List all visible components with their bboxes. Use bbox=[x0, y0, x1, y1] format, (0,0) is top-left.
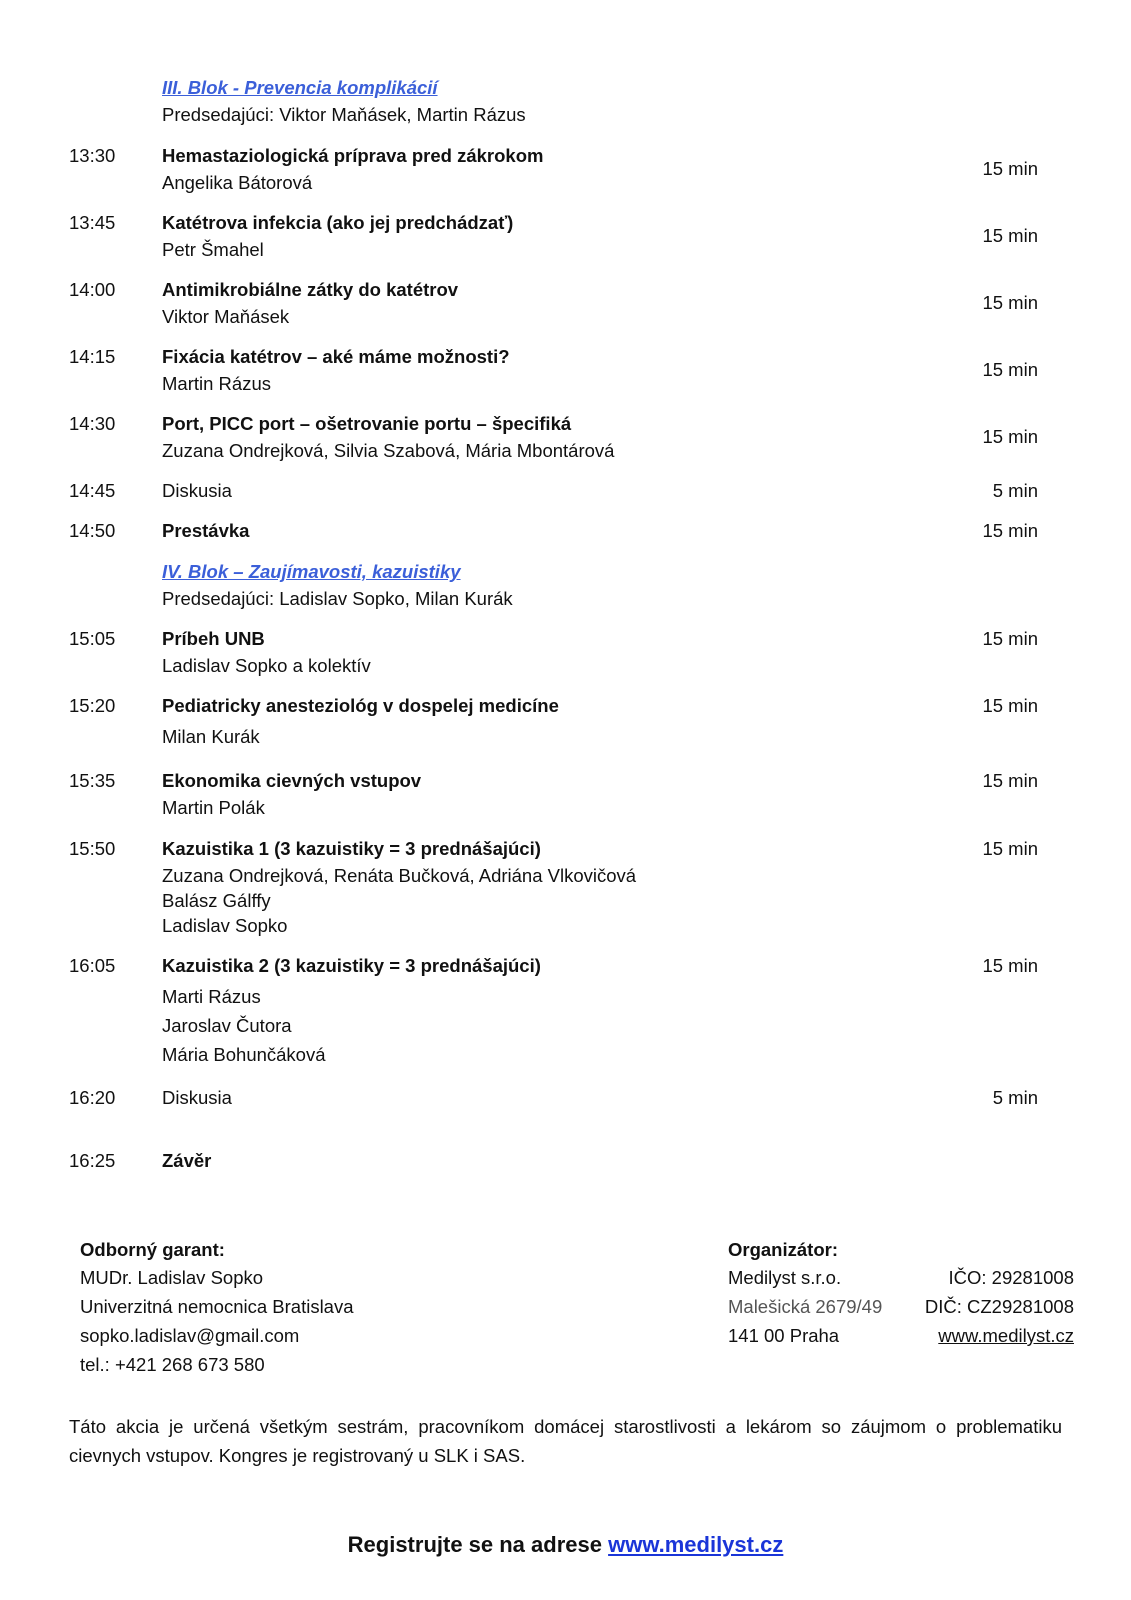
session-title: Fixácia katétrov – aké máme možnosti? bbox=[162, 346, 510, 367]
session-title: Príbeh UNB bbox=[162, 628, 265, 649]
block3-title: III. Blok - Prevencia komplikácií bbox=[162, 77, 438, 98]
session-time: 16:20 bbox=[69, 1087, 116, 1108]
session-time: 15:50 bbox=[69, 838, 116, 859]
organizer-heading: Organizátor: bbox=[728, 1239, 838, 1260]
session-duration: 5 min bbox=[992, 1087, 1038, 1108]
session-duration: 15 min bbox=[982, 628, 1038, 649]
session-duration: 15 min bbox=[982, 955, 1038, 976]
session-speaker: Marti Rázus bbox=[162, 986, 261, 1007]
garant-phone: tel.: +421 268 673 580 bbox=[80, 1354, 265, 1375]
session-duration: 15 min bbox=[982, 520, 1038, 541]
session-speaker: Martin Polák bbox=[162, 797, 265, 818]
block4-chairs: Predsedajúci: Ladislav Sopko, Milan Kurák bbox=[162, 588, 513, 609]
block4-title: IV. Blok – Zaujímavosti, kazuistiky bbox=[162, 561, 461, 582]
session-duration: 5 min bbox=[992, 480, 1038, 501]
session-title: Hemastaziologická príprava pred zákrokom bbox=[162, 145, 544, 166]
session-title: Kazuistika 1 (3 kazuistiky = 3 prednášajúci) bbox=[162, 838, 541, 859]
session-time: 13:45 bbox=[69, 212, 116, 233]
session-duration: 15 min bbox=[982, 359, 1038, 380]
session-speaker: Jaroslav Čutora bbox=[162, 1015, 292, 1036]
session-duration: 15 min bbox=[982, 695, 1038, 716]
session-duration: 15 min bbox=[982, 426, 1038, 447]
session-time: 15:35 bbox=[69, 770, 116, 791]
session-speaker: Zuzana Ondrejková, Renáta Bučková, Adriána Vlkovičová bbox=[162, 865, 637, 886]
session-time: 14:30 bbox=[69, 413, 116, 434]
garant-name: MUDr. Ladislav Sopko bbox=[80, 1267, 264, 1288]
garant-heading: Odborný garant: bbox=[80, 1239, 225, 1260]
session-time: 15:20 bbox=[69, 695, 116, 716]
session-title: Kazuistika 2 (3 kazuistiky = 3 prednášajúci) bbox=[162, 955, 541, 976]
session-speaker: Zuzana Ondrejková, Silvia Szabová, Mária Mbontárová bbox=[162, 440, 615, 461]
event-note: Táto akcia je určená všetkým sestrám, pracovníkom domácej starostlivosti a lekárom so záujmom o problematiku cievnych vstupov. Kongres je registrovaný u SLK i SAS. bbox=[69, 1416, 1062, 1466]
session-duration: 15 min bbox=[982, 158, 1038, 179]
session-title: Závěr bbox=[162, 1150, 212, 1171]
session-duration: 15 min bbox=[982, 770, 1038, 791]
session-speaker: Viktor Maňásek bbox=[162, 306, 290, 327]
session-duration: 15 min bbox=[982, 225, 1038, 246]
session-time: 16:25 bbox=[69, 1150, 116, 1171]
session-title: Diskusia bbox=[162, 480, 232, 501]
session-speaker: Ladislav Sopko a kolektív bbox=[162, 655, 371, 676]
register-line bbox=[0, 1532, 1131, 1558]
session-speaker: Martin Rázus bbox=[162, 373, 271, 394]
session-time: 15:05 bbox=[69, 628, 116, 649]
session-title: Katétrova infekcia (ako jej predchádzať) bbox=[162, 212, 514, 233]
session-time: 14:50 bbox=[69, 520, 116, 541]
session-title: Diskusia bbox=[162, 1087, 232, 1108]
organizer-city: 141 00 Praha bbox=[728, 1325, 840, 1346]
organizer-company: Medilyst s.r.o. bbox=[728, 1267, 842, 1288]
register-link[interactable]: www.medilyst.cz bbox=[608, 1532, 784, 1557]
session-title: Prestávka bbox=[162, 520, 250, 541]
session-speaker: Mária Bohunčáková bbox=[162, 1044, 326, 1065]
session-speaker: Petr Šmahel bbox=[162, 239, 264, 260]
organizer-street: Malešická 2679/49 bbox=[728, 1296, 883, 1317]
organizer-dic: DIČ: CZ29281008 bbox=[924, 1296, 1074, 1317]
session-time: 14:00 bbox=[69, 279, 116, 300]
session-title: Pediatricky anesteziológ v dospelej medicíne bbox=[162, 695, 559, 716]
session-speaker: Angelika Bátorová bbox=[162, 172, 313, 193]
session-duration: 15 min bbox=[982, 292, 1038, 313]
register-text: Registrujte se na adrese bbox=[347, 1532, 609, 1557]
organizer-web-link[interactable]: www.medilyst.cz bbox=[938, 1325, 1074, 1346]
garant-institution: Univerzitná nemocnica Bratislava bbox=[80, 1296, 354, 1317]
block3-chairs: Predsedajúci: Viktor Maňásek, Martin Rázus bbox=[162, 104, 526, 125]
session-time: 14:15 bbox=[69, 346, 116, 367]
session-time: 16:05 bbox=[69, 955, 116, 976]
session-time: 13:30 bbox=[69, 145, 116, 166]
organizer-ico: IČO: 29281008 bbox=[948, 1267, 1074, 1288]
session-title: Port, PICC port – ošetrovanie portu – špecifiká bbox=[162, 413, 572, 434]
session-speaker: Balász Gálffy bbox=[162, 890, 271, 911]
session-duration: 15 min bbox=[982, 838, 1038, 859]
garant-email: sopko.ladislav@gmail.com bbox=[80, 1325, 300, 1346]
session-title: Ekonomika cievných vstupov bbox=[162, 770, 422, 791]
session-speaker: Milan Kurák bbox=[162, 726, 260, 747]
session-title: Antimikrobiálne zátky do katétrov bbox=[162, 279, 459, 300]
session-speaker: Ladislav Sopko bbox=[162, 915, 288, 936]
session-time: 14:45 bbox=[69, 480, 116, 501]
